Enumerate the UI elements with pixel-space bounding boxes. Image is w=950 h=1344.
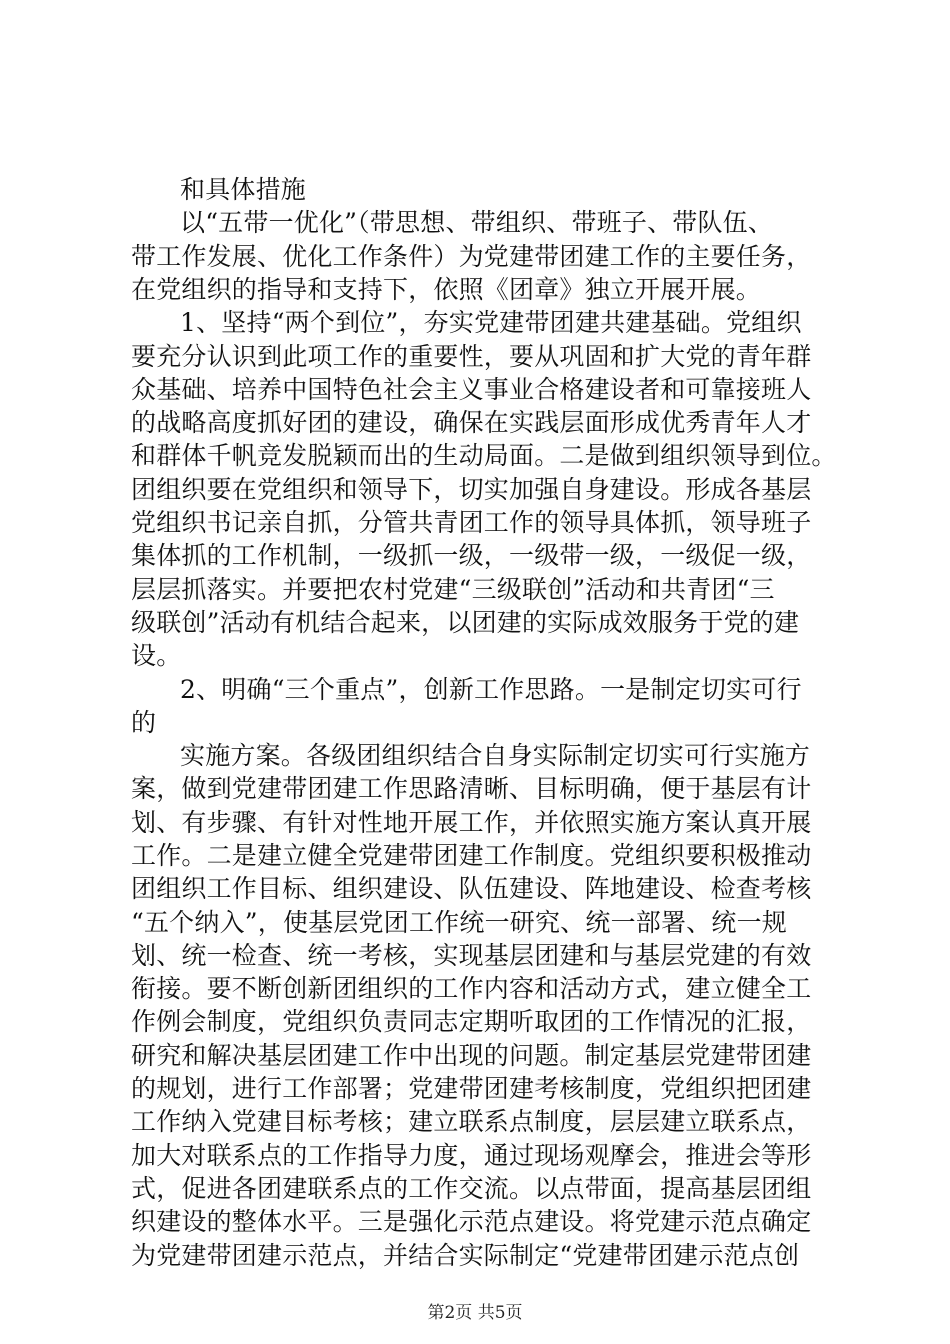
text-line: 和具体措施 — [180, 175, 307, 204]
text-line: 集体抓的工作机制，一级抓一级，一级带一级，一级促一级， — [131, 541, 812, 570]
text-line: 带工作发展、优化工作条件）为党建带团建工作的主要任务， — [131, 242, 812, 271]
text-line: 团组织要在党组织和领导下，切实加强自身建设。形成各基层 — [131, 475, 812, 504]
text-line: 作例会制度，党组织负责同志定期听取团的工作情况的汇报， — [131, 1007, 812, 1036]
text-line: 加大对联系点的工作指导力度，通过现场观摩会，推进会等形 — [131, 1141, 812, 1170]
text-line: 式，促进各团建联系点的工作交流。以点带面，提高基层团组 — [131, 1174, 812, 1203]
text-line: 为党建带团建示范点，并结合实际制定“党建带团建示范点创 — [131, 1241, 800, 1270]
text-line: 众基础、培养中国特色社会主义事业合格建设者和可靠接班人 — [131, 375, 812, 404]
text-line: 衔接。要不断创新团组织的工作内容和活动方式，建立健全工 — [131, 974, 812, 1003]
text-line: 要充分认识到此项工作的重要性，要从巩固和扩大党的青年群 — [131, 342, 812, 371]
text-line: 织建设的整体水平。三是强化示范点建设。将党建示范点确定 — [131, 1207, 812, 1236]
text-line: 划、统一检查、统一考核，实现基层团建和与基层党建的有效 — [131, 941, 812, 970]
text-line: 和群体千帆竞发脱颖而出的生动局面。二是做到组织领导到位。 — [131, 441, 837, 470]
text-line: 党组织书记亲自抓，分管共青团工作的领导具体抓，领导班子 — [131, 508, 812, 537]
text-line: 实施方案。各级团组织结合自身实际制定切实可行实施方 — [180, 741, 811, 770]
text-line: 以“五带一优化”（带思想、带组织、带班子、带队伍、 — [180, 208, 774, 237]
text-line: 在党组织的指导和支持下，依照《团章》独立开展开展。 — [131, 275, 762, 304]
text-line: 2、明确“三个重点”，创新工作思路。一是制定切实可行 — [180, 675, 802, 704]
text-line: 的 — [131, 708, 157, 737]
text-line: 划、有步骤、有针对性地开展工作，并依照实施方案认真开展 — [131, 808, 812, 837]
text-line: 团组织工作目标、组织建设、队伍建设、阵地建设、检查考核 — [131, 874, 812, 903]
text-line: “五个纳入”，使基层党团工作统一研究、统一部署、统一规 — [131, 908, 787, 937]
text-line: 层层抓落实。并要把农村党建“三级联创”活动和共青团“三 — [131, 575, 775, 604]
text-line: 工作。二是建立健全党建带团建工作制度。党组织要积极推动 — [131, 841, 812, 870]
text-line: 研究和解决基层团建工作中出现的问题。制定基层党建带团建 — [131, 1041, 812, 1070]
text-line: 1、坚持“两个到位”，夯实党建带团建共建基础。党组织 — [180, 308, 802, 337]
text-line: 案，做到党建带团建工作思路清晰、目标明确，便于基层有计 — [131, 774, 812, 803]
text-line: 的规划，进行工作部署；党建带团建考核制度，党组织把团建 — [131, 1074, 812, 1103]
text-line: 级联创”活动有机结合起来，以团建的实际成效服务于党的建 — [131, 608, 800, 637]
page-number-footer: 第2页 共5页 — [427, 1303, 523, 1323]
text-line: 的战略高度抓好团的建设，确保在实践层面形成优秀青年人才 — [131, 408, 812, 437]
text-line: 工作纳入党建目标考核；建立联系点制度，层层建立联系点， — [131, 1107, 812, 1136]
text-line: 设。 — [131, 641, 182, 670]
